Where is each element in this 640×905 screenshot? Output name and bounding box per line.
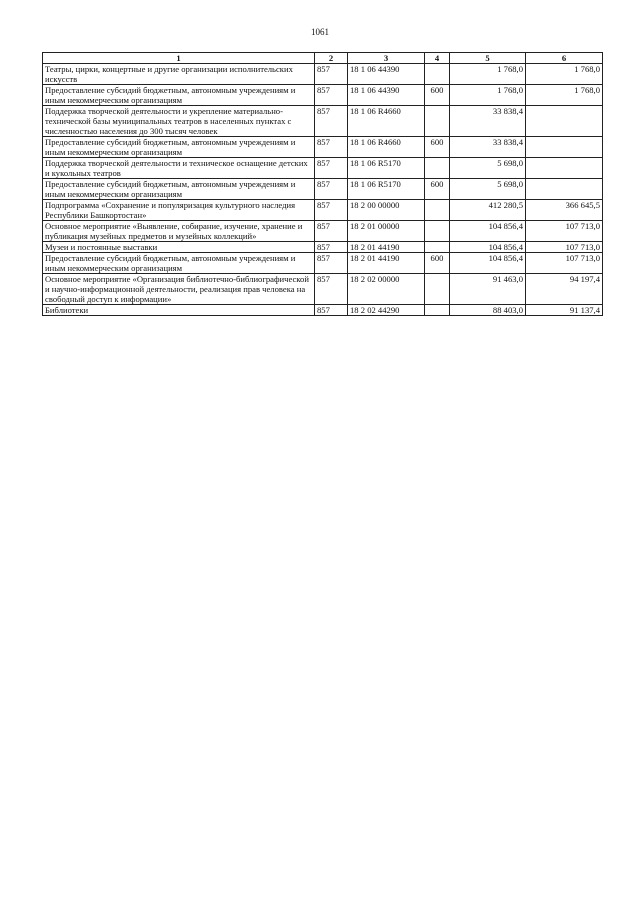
row-amount-1: 104 856,4 [450,221,526,242]
row-expense-type [425,158,450,179]
row-name: Подпрограмма «Сохранение и популяризация культурного наследия Республики Башкортостан» [43,200,315,221]
row-amount-1: 33 838,4 [450,137,526,158]
row-department-code: 857 [315,64,348,85]
row-expense-type [425,221,450,242]
row-department-code: 857 [315,158,348,179]
row-department-code: 857 [315,85,348,106]
row-classification-code: 18 1 06 44390 [348,64,425,85]
row-amount-2: 366 645,5 [526,200,603,221]
table-row [43,253,603,274]
table-row [43,106,603,137]
row-amount-2: 1 768,0 [526,85,603,106]
row-classification-code: 18 2 02 44290 [348,305,425,316]
row-classification-code: 18 2 01 00000 [348,221,425,242]
row-classification-code: 18 1 06 R5170 [348,158,425,179]
table-row [43,64,603,85]
row-expense-type: 600 [425,253,450,274]
row-name: Основное мероприятие «Организация библиотечно-библиографической и научно-информационной деятельности, реализация прав человека на свободный доступ к информации» [43,274,315,305]
row-expense-type [425,200,450,221]
row-expense-type [425,305,450,316]
row-amount-1: 5 698,0 [450,158,526,179]
row-name: Театры, цирки, концертные и другие организации исполнительских искусств [43,64,315,85]
row-expense-type [425,64,450,85]
row-expense-type [425,274,450,305]
header-col-4: 4 [425,53,450,64]
row-amount-1: 104 856,4 [450,242,526,253]
table-row [43,221,603,242]
row-department-code: 857 [315,305,348,316]
row-classification-code: 18 1 06 R4660 [348,106,425,137]
header-col-1: 1 [43,53,315,64]
row-expense-type: 600 [425,179,450,200]
row-classification-code: 18 2 00 00000 [348,200,425,221]
row-amount-2: 91 137,4 [526,305,603,316]
row-amount-1: 5 698,0 [450,179,526,200]
row-amount-1: 1 768,0 [450,64,526,85]
table-row [43,85,603,106]
row-amount-1: 88 403,0 [450,305,526,316]
row-expense-type [425,106,450,137]
row-amount-2 [526,158,603,179]
table-row [43,137,603,158]
row-department-code: 857 [315,200,348,221]
row-classification-code: 18 1 06 R4660 [348,137,425,158]
row-amount-1: 104 856,4 [450,253,526,274]
row-classification-code: 18 1 06 44390 [348,85,425,106]
row-amount-2: 107 713,0 [526,242,603,253]
row-amount-1: 91 463,0 [450,274,526,305]
header-col-3: 3 [348,53,425,64]
table-row [43,274,603,305]
row-amount-2: 107 713,0 [526,253,603,274]
row-department-code: 857 [315,253,348,274]
row-amount-2 [526,106,603,137]
row-name: Библиотеки [43,305,315,316]
header-col-2: 2 [315,53,348,64]
row-expense-type [425,242,450,253]
table-row [43,242,603,253]
row-amount-1: 33 838,4 [450,106,526,137]
row-amount-2 [526,179,603,200]
row-amount-2: 94 197,4 [526,274,603,305]
header-col-6: 6 [526,53,603,64]
row-classification-code: 18 2 01 44190 [348,242,425,253]
row-department-code: 857 [315,274,348,305]
row-classification-code: 18 2 02 00000 [348,274,425,305]
row-department-code: 857 [315,137,348,158]
row-expense-type: 600 [425,137,450,158]
header-row [43,53,603,64]
row-amount-1: 1 768,0 [450,85,526,106]
row-name: Основное мероприятие «Выявление, собирание, изучение, хранение и публикация музейных предметов и музейных коллекций» [43,221,315,242]
row-classification-code: 18 2 01 44190 [348,253,425,274]
budget-table [42,52,603,316]
table-row [43,179,603,200]
row-department-code: 857 [315,221,348,242]
row-expense-type: 600 [425,85,450,106]
row-department-code: 857 [315,179,348,200]
row-department-code: 857 [315,242,348,253]
row-classification-code: 18 1 06 R5170 [348,179,425,200]
row-name: Предоставление субсидий бюджетным, автономным учреждениям и иным некоммерческим организациям [43,179,315,200]
row-amount-1: 412 280,5 [450,200,526,221]
row-name: Музеи и постоянные выставки [43,242,315,253]
table-row [43,305,603,316]
row-name: Предоставление субсидий бюджетным, автономным учреждениям и иным некоммерческим организациям [43,85,315,106]
header-col-5: 5 [450,53,526,64]
page-number: 1061 [311,27,329,37]
row-amount-2: 107 713,0 [526,221,603,242]
table-row [43,158,603,179]
row-amount-2: 1 768,0 [526,64,603,85]
row-name: Поддержка творческой деятельности и техническое оснащение детских и кукольных театров [43,158,315,179]
table-row [43,200,603,221]
row-name: Предоставление субсидий бюджетным, автономным учреждениям и иным некоммерческим организациям [43,137,315,158]
row-department-code: 857 [315,106,348,137]
row-name: Предоставление субсидий бюджетным, автономным учреждениям и иным некоммерческим организациям [43,253,315,274]
row-name: Поддержка творческой деятельности и укрепление материально-технической базы муниципальных театров в населенных пунктах с численностью населения до 300 тысяч человек [43,106,315,137]
row-amount-2 [526,137,603,158]
